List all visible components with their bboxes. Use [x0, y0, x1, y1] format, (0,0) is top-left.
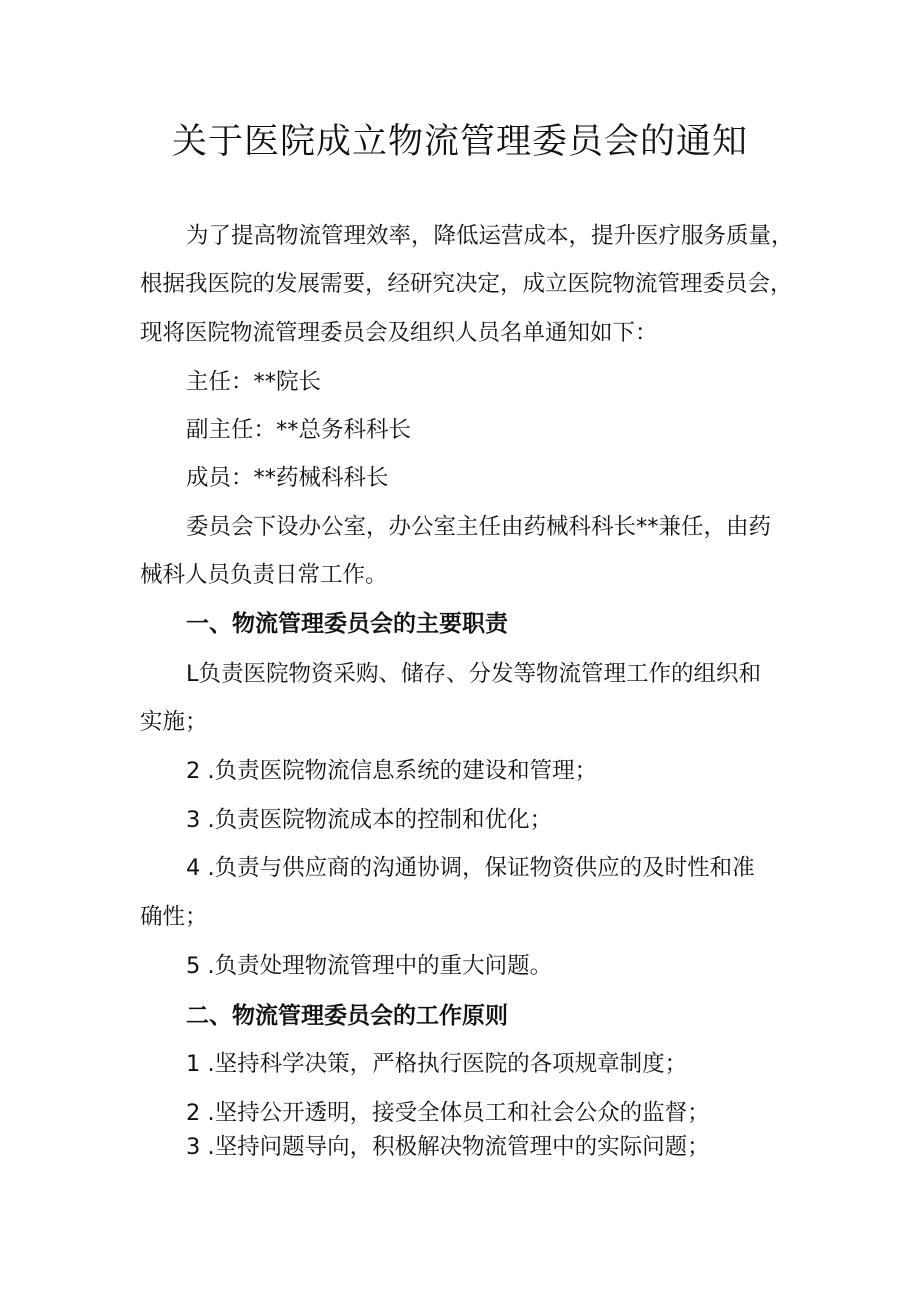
intro-line-1: 为了提高物流管理效率，降低运营成本，提升医疗服务质量，	[186, 223, 794, 249]
intro-line-2: 根据我医院的发展需要，经研究决定，成立医院物流管理委员会，	[140, 271, 793, 297]
member-line: 成员：**药械科科长	[186, 465, 389, 491]
intro-line-3: 现将医院物流管理委员会及组织人员名单通知如下：	[140, 320, 658, 346]
office-note-line-2: 械科人员负责日常工作。	[140, 562, 388, 588]
principle-item-1: 1 .坚持科学决策，严格执行医院的各项规章制度；	[186, 1051, 688, 1077]
principle-item-3: 3 .坚持问题导向，积极解决物流管理中的实际问题；	[186, 1134, 710, 1160]
section-1-heading: 一、物流管理委员会的主要职责	[186, 611, 508, 637]
office-note-line-1: 委员会下设办公室，办公室主任由药械科科长**兼任，由药	[186, 514, 772, 540]
duty-item-1-line-2: 实施；	[140, 709, 208, 735]
duty-item-4-line-2: 确性；	[140, 904, 208, 930]
deputy-director-line: 副主任：**总务科科长	[186, 417, 412, 443]
duty-item-5: 5 .负责处理物流管理中的重大问题。	[186, 953, 553, 979]
duty-item-2: 2 .负责医院物流信息系统的建设和管理；	[186, 758, 598, 784]
duty-item-1-line-1: L负责医院物资采购、储存、分发等物流管理工作的组织和	[186, 661, 762, 687]
document-title: 关于医院成立物流管理委员会的通知	[171, 122, 748, 162]
principle-item-2: 2 .坚持公开透明，接受全体员工和社会公众的监督；	[186, 1100, 710, 1126]
section-2-heading: 二、物流管理委员会的工作原则	[186, 1003, 508, 1029]
duty-item-4-line-1: 4 .负责与供应商的沟通协调，保证物资供应的及时性和准	[186, 855, 755, 881]
duty-item-3: 3 .负责医院物流成本的控制和优化；	[186, 807, 553, 833]
director-line: 主任：**院长	[186, 369, 322, 395]
